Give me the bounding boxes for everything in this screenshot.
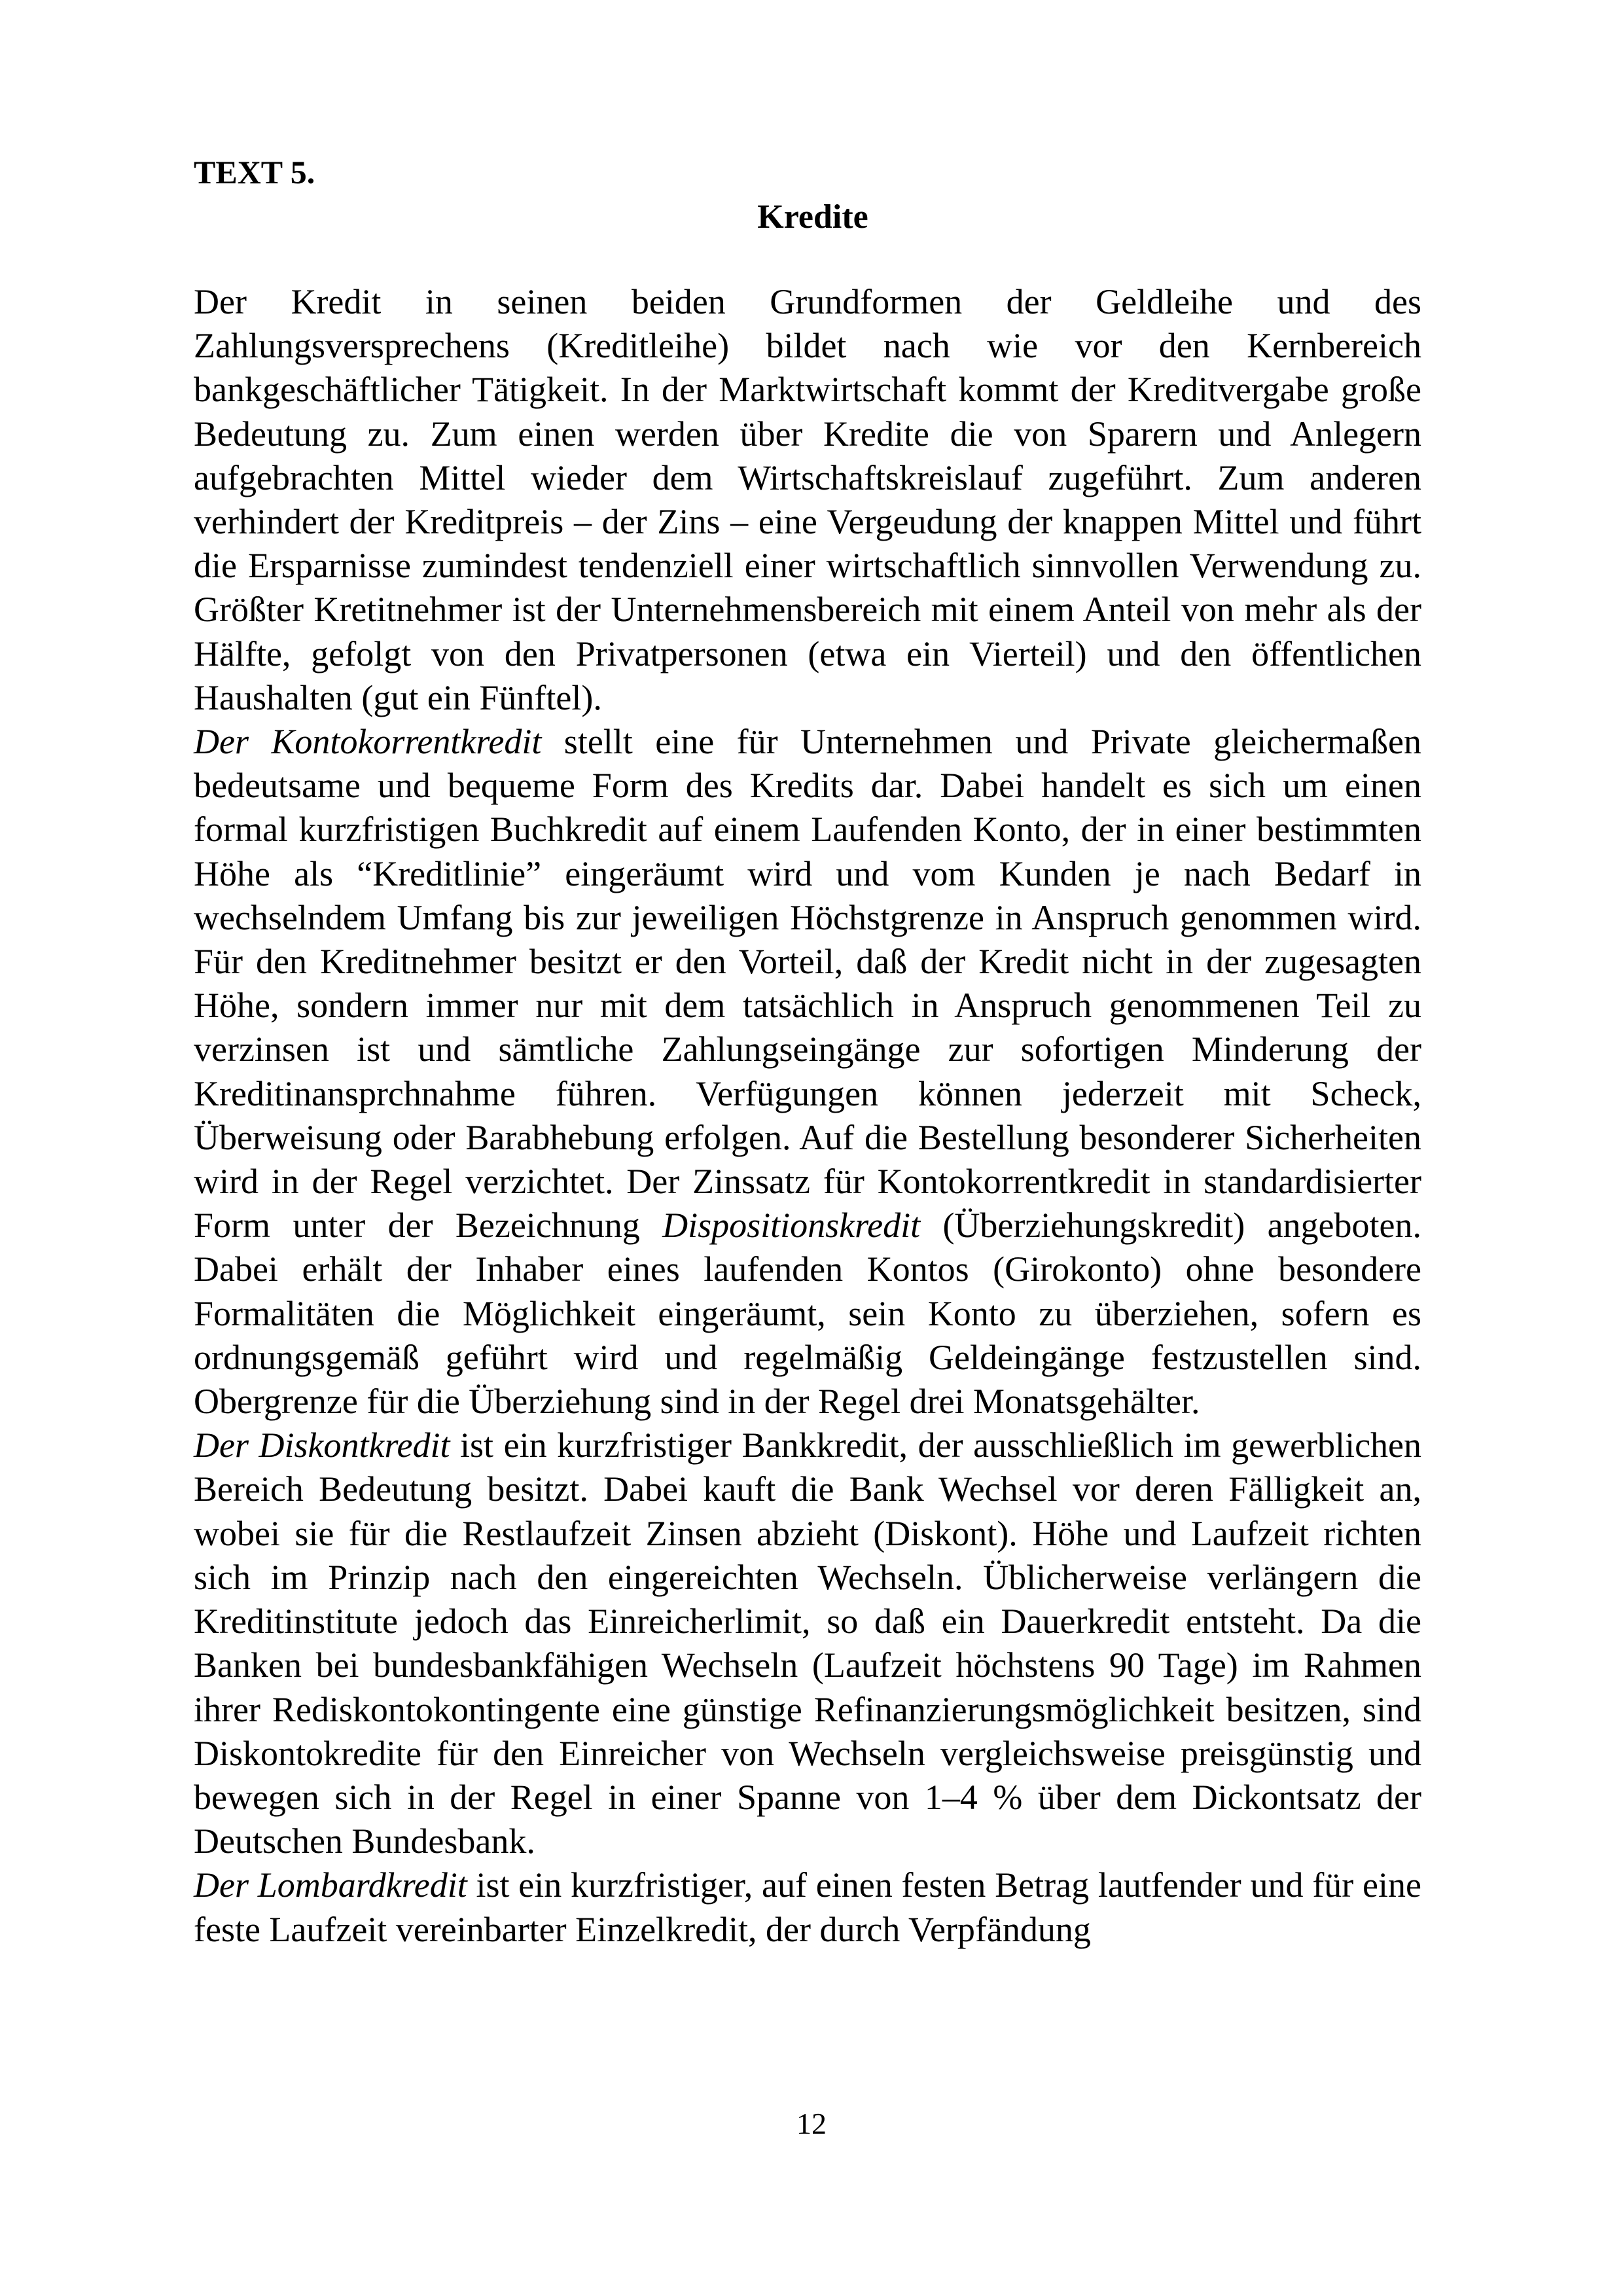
paragraph-lombardkredit bbox=[194, 1863, 1421, 1951]
page-number: 12 bbox=[796, 2107, 827, 2140]
term-lombardkredit: Der Lombardkredit bbox=[194, 1865, 467, 1905]
paragraph-text: stellt eine für Unternehmen und Private gleichermaßen bedeutsame und bequeme Form des Kredits dar. Dabei handelt es sich um einen formal kurzfristigen Buchkredit auf einem Laufenden Konto, der in einer bestimmten Höhe als “Kreditlinie” eingeräumt wird und vom Kunden je nach Bedarf in wechselndem Umfang bis zur jeweiligen Höchstgrenze in Anspruch genommen wird. Für den Kreditnehmer besitzt er den Vorteil, daß der Kredit nicht in der zugesagten Höhe, sondern immer nur mit dem tatsächlich in Anspruch genommenen Teil zu verzinsen ist und sämtliche Zahlungseingänge zur sofortigen Minderung der Kreditinansprchnahme führen. Verfügungen können jederzeit mit Scheck, Überweisung oder Barabhebung erfolgen. Auf die Bestellung besonderer Sicherheiten wird in der Regel verzichtet. Der Zinssatz für Kontokorrentkredit in standardisierter Form unter der Bezeichnung bbox=[194, 722, 1421, 1246]
paragraph-text: (Überziehungskredit) angeboten. Dabei erhält der Inhaber eines laufenden Kontos (Girokonto) ohne besondere Formalitäten die Möglichkeit eingeräumt, sein Konto zu überziehen, sofern es ordnungsgemäß geführt wird und regelmäßig Geldeingänge festzustellen sind. Obergrenze für die Überziehung sind in der Regel drei Monatsgehälter. bbox=[194, 1206, 1421, 1422]
paragraph-text: ist ein kurzfristiger Bankkredit, der ausschließlich im gewerblichen Bereich Bedeutung besitzt. Dabei kauft die Bank Wechsel vor deren Fälligkeit an, wobei sie für die Restlaufzeit Zinsen abzieht (Diskont). Höhe und Laufzeit richten sich im Prinzip nach den eingereichten Wechseln. Üblicherweise verlängern die Kreditinstitute jedoch das Einreicherlimit, so daß ein Dauerkredit entsteht. Da die Banken bei bundesbankfähigen Wechseln (Laufzeit höchstens 90 Tage) im Rahmen ihrer Rediskontokontingente eine günstige Refinanzierungsmöglichkeit besitzen, sind Diskontokredite für den Einreicher von Wechseln vergleichsweise preisgünstig und bewegen sich in der Regel in einer Spanne von 1–4 % über dem Dickontsatz der Deutschen Bundesbank. bbox=[194, 1426, 1422, 1861]
paragraph-text: ist ein kurzfristiger, auf einen festen Betrag lautfender und für eine feste Laufzeit vereinbarter Einzelkredit, der durch Verpfändung bbox=[194, 1865, 1421, 1949]
term-dispositionskredit: Dispositionskredit bbox=[662, 1206, 921, 1246]
term-kontokorrentkredit: Der Kontokorrentkredit bbox=[194, 722, 542, 762]
section-label: TEXT 5. bbox=[194, 154, 315, 190]
paragraph-diskontkredit bbox=[194, 1424, 1421, 1863]
body-text bbox=[194, 280, 1421, 1952]
page-title: Kredite bbox=[757, 198, 868, 236]
term-diskontkredit: Der Diskontkredit bbox=[194, 1426, 450, 1465]
paragraph-text: Der Kredit in seinen beiden Grundformen der Geldleihe und des Zahlungsversprechens (Kreditleihe) bildet nach wie vor den Kernbereich bankgeschäftlicher Tätigkeit. In der Marktwirtschaft kommt der Kreditvergabe große Bedeutung zu. Zum einen werden über Kredite die von Sparern und Anlegern aufgebrachten Mittel wieder dem Wirtschaftskreislauf zugeführt. Zum anderen verhindert der Kreditpreis – der Zins – eine Vergeudung der knappen Mittel und führt die Ersparnisse zumindest tendenziell einer wirtschaftlich sinnvollen Verwendung zu. Größter Kretitnehmer ist der Unternehmensbereich mit einem Anteil von mehr als der Hälfte, gefolgt von den Privatpersonen (etwa ein Vierteil) und den öffentlichen Haushalten (gut ein Fünftel). bbox=[194, 282, 1421, 717]
paragraph-intro bbox=[194, 280, 1421, 720]
paragraph-kontokorrentkredit bbox=[194, 720, 1421, 1424]
